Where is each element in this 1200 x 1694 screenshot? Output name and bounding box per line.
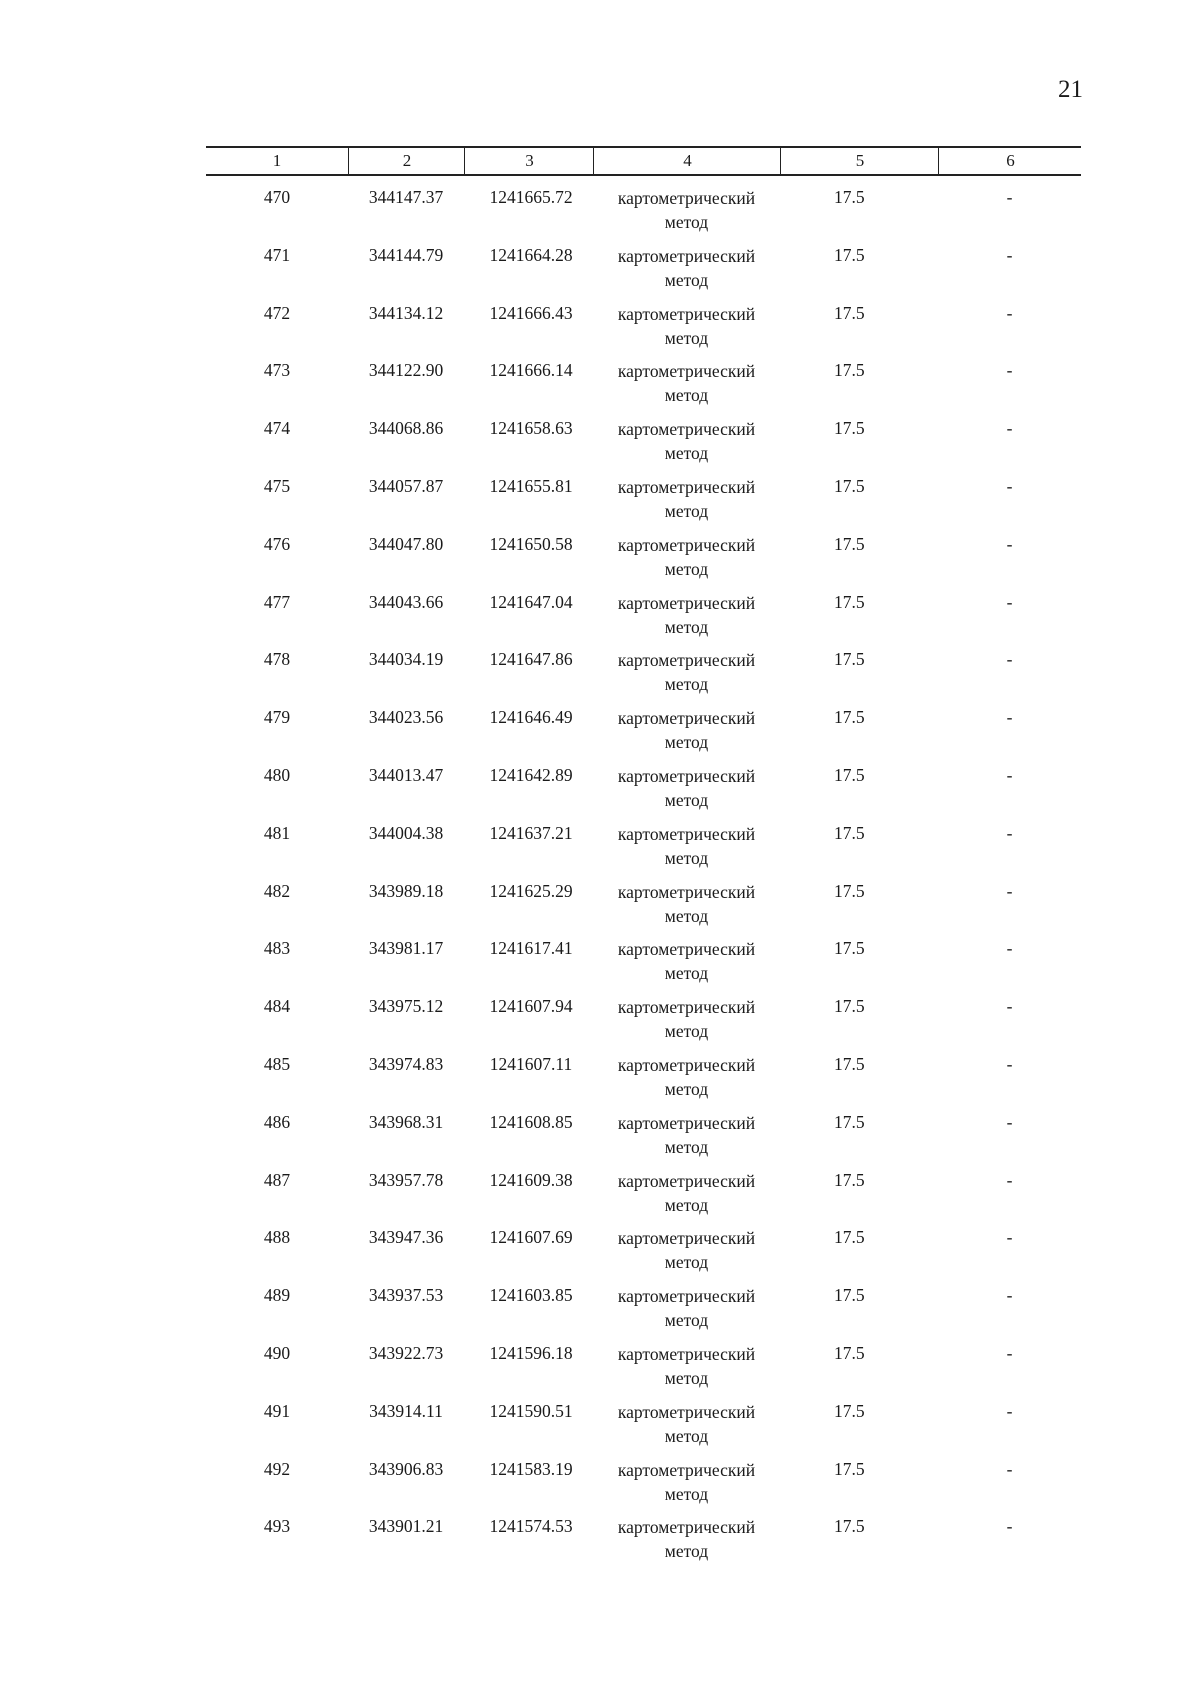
method-line-1: картометрический xyxy=(617,1517,756,1538)
coordinate-y: 1241603.85 xyxy=(489,1285,573,1306)
coordinate-y: 1241583.19 xyxy=(489,1458,573,1479)
note: - xyxy=(1006,1111,1013,1132)
method-line-1: картометрический xyxy=(617,1228,756,1249)
point-number: 492 xyxy=(263,1458,291,1479)
method-line-2: метод xyxy=(664,1252,709,1273)
point-number: 481 xyxy=(263,822,291,843)
accuracy-value: 17.5 xyxy=(834,880,865,901)
table-row xyxy=(206,591,1081,649)
table-row xyxy=(206,880,1081,938)
method-line-1: картометрический xyxy=(617,765,756,786)
note: - xyxy=(1006,707,1013,728)
note: - xyxy=(1006,1342,1013,1363)
method-line-2: метод xyxy=(664,1078,709,1099)
column-header-3: 3 xyxy=(464,148,594,174)
method-line-2: метод xyxy=(664,1483,709,1504)
table-row xyxy=(206,937,1081,995)
point-number: 475 xyxy=(263,475,291,496)
determination-method xyxy=(593,706,780,754)
method-line-1: картометрический xyxy=(617,650,756,671)
coordinate-y: 1241647.04 xyxy=(489,591,573,612)
accuracy-value: 17.5 xyxy=(834,1111,865,1132)
accuracy-value: 17.5 xyxy=(834,360,865,381)
point-number: 472 xyxy=(263,302,291,323)
table-row xyxy=(206,1111,1081,1169)
method-line-2: метод xyxy=(664,1136,709,1157)
table-body xyxy=(206,186,1081,1573)
point-number: 479 xyxy=(263,707,291,728)
table-row xyxy=(206,1226,1081,1284)
table-row xyxy=(206,533,1081,591)
method-line-2: метод xyxy=(664,269,709,290)
table-row xyxy=(206,1053,1081,1111)
determination-method xyxy=(593,1400,780,1448)
note: - xyxy=(1006,1400,1013,1421)
point-number: 488 xyxy=(263,1227,291,1248)
table-row xyxy=(206,1342,1081,1400)
table-row xyxy=(206,244,1081,302)
method-line-1: картометрический xyxy=(617,592,756,613)
method-line-1: картометрический xyxy=(617,1401,756,1422)
coordinate-x: 344023.56 xyxy=(368,707,444,728)
point-number: 491 xyxy=(263,1400,291,1421)
accuracy-value: 17.5 xyxy=(834,475,865,496)
note: - xyxy=(1006,475,1013,496)
column-header-4: 4 xyxy=(593,148,781,174)
coordinate-y: 1241574.53 xyxy=(489,1516,573,1537)
coordinate-x: 343922.73 xyxy=(368,1342,444,1363)
note: - xyxy=(1006,649,1013,670)
determination-method xyxy=(593,1515,780,1563)
determination-method xyxy=(593,417,780,465)
coordinate-y: 1241607.69 xyxy=(489,1227,573,1248)
method-line-1: картометрический xyxy=(617,1170,756,1191)
point-number: 474 xyxy=(263,418,291,439)
point-number: 478 xyxy=(263,649,291,670)
table-row xyxy=(206,359,1081,417)
point-number: 489 xyxy=(263,1285,291,1306)
method-line-2: метод xyxy=(664,327,709,348)
determination-method xyxy=(593,244,780,292)
table-row xyxy=(206,1400,1081,1458)
note: - xyxy=(1006,302,1013,323)
method-line-2: метод xyxy=(664,1367,709,1388)
coordinate-x: 344068.86 xyxy=(368,418,444,439)
point-number: 470 xyxy=(263,187,291,207)
coordinate-y: 1241666.43 xyxy=(489,302,573,323)
determination-method xyxy=(593,302,780,350)
table-row xyxy=(206,706,1081,764)
point-number: 476 xyxy=(263,533,291,554)
coordinate-y: 1241590.51 xyxy=(489,1400,573,1421)
column-header-5: 5 xyxy=(780,148,939,174)
table-row xyxy=(206,1169,1081,1227)
note: - xyxy=(1006,1227,1013,1248)
method-line-2: метод xyxy=(664,963,709,984)
coordinate-y: 1241609.38 xyxy=(489,1169,573,1190)
determination-method xyxy=(593,1111,780,1159)
method-line-2: метод xyxy=(664,1541,709,1562)
note: - xyxy=(1006,1285,1013,1306)
note: - xyxy=(1006,533,1013,554)
method-line-1: картометрический xyxy=(617,534,756,555)
note: - xyxy=(1006,996,1013,1017)
point-number: 483 xyxy=(263,938,291,959)
coordinate-x: 344013.47 xyxy=(368,764,444,785)
determination-method xyxy=(593,648,780,696)
table-row xyxy=(206,764,1081,822)
coordinate-x: 344004.38 xyxy=(368,822,444,843)
accuracy-value: 17.5 xyxy=(834,1285,865,1306)
method-line-1: картометрический xyxy=(617,939,756,960)
note: - xyxy=(1006,187,1013,207)
method-line-1: картометрический xyxy=(617,997,756,1018)
accuracy-value: 17.5 xyxy=(834,187,865,207)
determination-method xyxy=(593,186,780,234)
accuracy-value: 17.5 xyxy=(834,649,865,670)
coordinate-x: 343975.12 xyxy=(368,996,444,1017)
coordinate-y: 1241642.89 xyxy=(489,764,573,785)
coordinate-x: 343957.78 xyxy=(368,1169,444,1190)
column-header-6: 6 xyxy=(938,148,1082,174)
method-line-1: картометрический xyxy=(617,245,756,266)
method-line-2: метод xyxy=(664,1425,709,1446)
table-row xyxy=(206,1458,1081,1516)
method-line-2: метод xyxy=(664,1021,709,1042)
coordinate-y: 1241617.41 xyxy=(489,938,573,959)
method-line-1: картометрический xyxy=(617,708,756,729)
coordinate-y: 1241637.21 xyxy=(489,822,573,843)
determination-method xyxy=(593,995,780,1043)
note: - xyxy=(1006,1053,1013,1074)
coordinate-x: 343901.21 xyxy=(368,1516,444,1537)
table-row xyxy=(206,186,1081,244)
accuracy-value: 17.5 xyxy=(834,1227,865,1248)
coordinate-y: 1241607.94 xyxy=(489,996,573,1017)
method-line-2: метод xyxy=(664,558,709,579)
coordinate-x: 343974.83 xyxy=(368,1053,444,1074)
accuracy-value: 17.5 xyxy=(834,1516,865,1537)
coordinate-x: 343906.83 xyxy=(368,1458,444,1479)
coordinate-x: 344047.80 xyxy=(368,533,444,554)
accuracy-value: 17.5 xyxy=(834,1458,865,1479)
table-row xyxy=(206,417,1081,475)
table-row xyxy=(206,1284,1081,1342)
note: - xyxy=(1006,591,1013,612)
method-line-2: метод xyxy=(664,443,709,464)
method-line-2: метод xyxy=(664,616,709,637)
point-number: 490 xyxy=(263,1342,291,1363)
method-line-2: метод xyxy=(664,1194,709,1215)
note: - xyxy=(1006,418,1013,439)
coordinate-y: 1241658.63 xyxy=(489,418,573,439)
note: - xyxy=(1006,822,1013,843)
method-line-1: картометрический xyxy=(617,1054,756,1075)
coordinate-x: 343981.17 xyxy=(368,938,444,959)
table-row xyxy=(206,1515,1081,1573)
note: - xyxy=(1006,880,1013,901)
method-line-2: метод xyxy=(664,1310,709,1331)
coordinate-y: 1241646.49 xyxy=(489,707,573,728)
determination-method xyxy=(593,533,780,581)
accuracy-value: 17.5 xyxy=(834,1400,865,1421)
method-line-1: картометрический xyxy=(617,881,756,902)
method-line-1: картометрический xyxy=(617,1459,756,1480)
point-number: 486 xyxy=(263,1111,291,1132)
accuracy-value: 17.5 xyxy=(834,764,865,785)
method-line-1: картометрический xyxy=(617,303,756,324)
coordinate-x: 344144.79 xyxy=(368,244,444,265)
coordinate-x: 344043.66 xyxy=(368,591,444,612)
method-line-2: метод xyxy=(664,500,709,521)
note: - xyxy=(1006,938,1013,959)
page-number: 21 xyxy=(1058,76,1083,103)
accuracy-value: 17.5 xyxy=(834,533,865,554)
determination-method xyxy=(593,880,780,928)
determination-method xyxy=(593,1169,780,1217)
method-line-2: метод xyxy=(664,674,709,695)
method-line-1: картометрический xyxy=(617,1112,756,1133)
note: - xyxy=(1006,1169,1013,1190)
table-row xyxy=(206,995,1081,1053)
accuracy-value: 17.5 xyxy=(834,1053,865,1074)
accuracy-value: 17.5 xyxy=(834,244,865,265)
column-header-1: 1 xyxy=(272,151,282,170)
coordinate-x: 344134.12 xyxy=(368,302,444,323)
method-line-1: картометрический xyxy=(617,1343,756,1364)
accuracy-value: 17.5 xyxy=(834,1342,865,1363)
determination-method xyxy=(593,1053,780,1101)
method-line-1: картометрический xyxy=(617,1286,756,1307)
coordinate-x: 343989.18 xyxy=(368,880,444,901)
coordinate-y: 1241664.28 xyxy=(489,244,573,265)
determination-method xyxy=(593,1458,780,1506)
note: - xyxy=(1006,764,1013,785)
note: - xyxy=(1006,1516,1013,1537)
determination-method xyxy=(593,1226,780,1274)
determination-method xyxy=(593,822,780,870)
point-number: 485 xyxy=(263,1053,291,1074)
point-number: 487 xyxy=(263,1169,291,1190)
accuracy-value: 17.5 xyxy=(834,302,865,323)
determination-method xyxy=(593,937,780,985)
table-row xyxy=(206,475,1081,533)
coordinate-y: 1241647.86 xyxy=(489,649,573,670)
note: - xyxy=(1006,360,1013,381)
method-line-2: метод xyxy=(664,905,709,926)
point-number: 484 xyxy=(263,996,291,1017)
coordinate-x: 343968.31 xyxy=(368,1111,444,1132)
coordinates-table xyxy=(206,146,1081,1562)
method-line-1: картометрический xyxy=(617,361,756,382)
accuracy-value: 17.5 xyxy=(834,938,865,959)
method-line-1: картометрический xyxy=(617,823,756,844)
coordinate-y: 1241665.72 xyxy=(489,187,573,207)
coordinate-y: 1241607.11 xyxy=(489,1053,573,1074)
method-line-2: метод xyxy=(664,847,709,868)
coordinate-x: 343914.11 xyxy=(369,1400,443,1421)
table-row xyxy=(206,648,1081,706)
determination-method xyxy=(593,591,780,639)
point-number: 480 xyxy=(263,764,291,785)
coordinate-y: 1241596.18 xyxy=(489,1342,573,1363)
coordinate-y: 1241666.14 xyxy=(489,360,573,381)
coordinate-x: 343947.36 xyxy=(368,1227,444,1248)
coordinate-y: 1241650.58 xyxy=(489,533,573,554)
coordinate-y: 1241608.85 xyxy=(489,1111,573,1132)
determination-method xyxy=(593,1284,780,1332)
determination-method xyxy=(593,359,780,407)
point-number: 471 xyxy=(263,244,291,265)
table-row xyxy=(206,302,1081,360)
column-header-2: 2 xyxy=(348,148,465,174)
method-line-1: картометрический xyxy=(617,188,756,208)
accuracy-value: 17.5 xyxy=(834,822,865,843)
method-line-2: метод xyxy=(664,385,709,406)
coordinate-y: 1241625.29 xyxy=(489,880,573,901)
accuracy-value: 17.5 xyxy=(834,707,865,728)
accuracy-value: 17.5 xyxy=(834,418,865,439)
method-line-1: картометрический xyxy=(617,476,756,497)
coordinate-x: 344034.19 xyxy=(368,649,444,670)
method-line-1: картометрический xyxy=(617,419,756,440)
note: - xyxy=(1006,1458,1013,1479)
coordinate-x: 344147.37 xyxy=(368,187,444,207)
point-number: 473 xyxy=(263,360,291,381)
point-number: 482 xyxy=(263,880,291,901)
method-line-2: метод xyxy=(664,732,709,753)
determination-method xyxy=(593,1342,780,1390)
coordinate-y: 1241655.81 xyxy=(489,475,573,496)
determination-method xyxy=(593,475,780,523)
coordinate-x: 344057.87 xyxy=(368,475,444,496)
method-line-2: метод xyxy=(664,789,709,810)
table-header xyxy=(206,146,1081,176)
table-row xyxy=(206,822,1081,880)
coordinate-x: 343937.53 xyxy=(368,1285,444,1306)
accuracy-value: 17.5 xyxy=(834,1169,865,1190)
point-number: 493 xyxy=(263,1516,291,1537)
point-number: 477 xyxy=(263,591,291,612)
accuracy-value: 17.5 xyxy=(834,996,865,1017)
note: - xyxy=(1006,244,1013,265)
determination-method xyxy=(593,764,780,812)
coordinate-x: 344122.90 xyxy=(368,360,444,381)
accuracy-value: 17.5 xyxy=(834,591,865,612)
method-line-2: метод xyxy=(664,212,709,232)
